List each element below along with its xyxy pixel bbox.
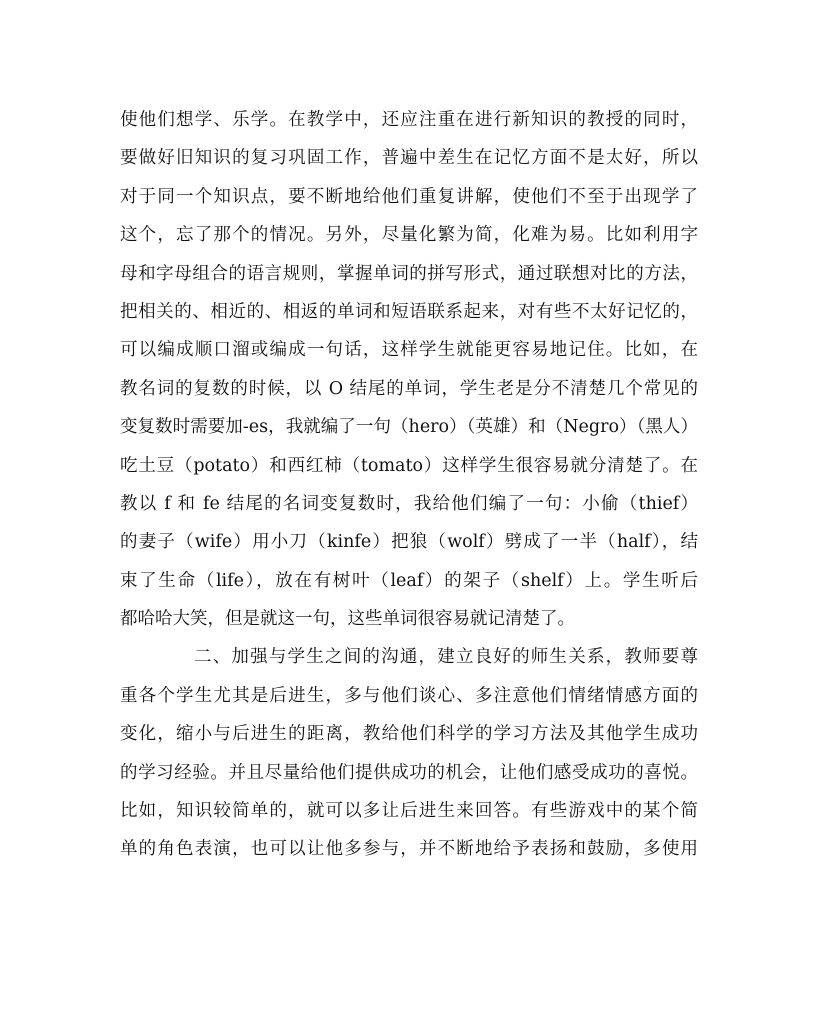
text-line: 比如，知识较简单的，就可以多让后进生来回答。有些游戏中的某个简 [120, 801, 698, 822]
text-line: 使他们想学、乐学。在教学中，还应注重在进行新知识的教授的同时， [120, 110, 698, 130]
text-line: 教以 f 和 fe 结尾的名词变复数时，我给他们编了一句：小偷（thief） [120, 493, 698, 514]
text-line: 的学习经验。并且尽量给他们提供成功的机会，让他们感受成功的喜悦。 [120, 762, 698, 783]
text-line: 教名词的复数的时候，以 O 结尾的单词，学生老是分不清楚几个常见的 [120, 378, 698, 399]
paragraph-end-line: 都哈哈大笑，但是就这一句，这些单词很容易就记清楚了。 [120, 609, 575, 630]
text-line: 的妻子（wife）用小刀（kinfe）把狼（wolf）劈成了一半（half），结 [120, 532, 698, 553]
text-line: 把相关的、相近的、相返的单词和短语联系起来，对有些不太好记忆的， [120, 301, 698, 322]
text-line: 可以编成顺口溜或编成一句话，这样学生就能更容易地记住。比如，在 [120, 340, 698, 361]
text-line: 单的角色表演，也可以让他多参与，并不断地给予表扬和鼓励，多使用 [120, 839, 698, 860]
text-line: 母和字母组合的语言规则，掌握单词的拼写形式，通过联想对比的方法， [120, 263, 698, 284]
text-line: 要做好旧知识的复习巩固工作，普遍中差生在记忆方面不是太好，所以 [120, 148, 698, 169]
text-line: 吃土豆（potato）和西红柿（tomato）这样学生很容易就分清楚了。在 [120, 455, 698, 476]
text-line: 重各个学生尤其是后进生，多与他们谈心、多注意他们情绪情感方面的 [120, 685, 698, 706]
text-line: 对于同一个知识点，要不断地给他们重复讲解，使他们不至于出现学了 [120, 186, 698, 207]
text-line: 束了生命（life），放在有树叶（leaf）的架子（shelf）上。学生听后 [120, 570, 698, 591]
paragraph-start-line: 二、加强与学生之间的沟通，建立良好的师生关系，教师要尊 [194, 647, 698, 668]
text-line: 变复数时需要加-es，我就编了一句（hero）（英雄）和（Negro）（黑人） [120, 417, 698, 438]
text-line: 这个，忘了那个的情况。另外，尽量化繁为简，化难为易。比如利用字 [120, 225, 698, 246]
text-line: 变化，缩小与后进生的距离，教给他们科学的学习方法及其他学生成功 [120, 724, 698, 745]
document-body [120, 101, 698, 869]
